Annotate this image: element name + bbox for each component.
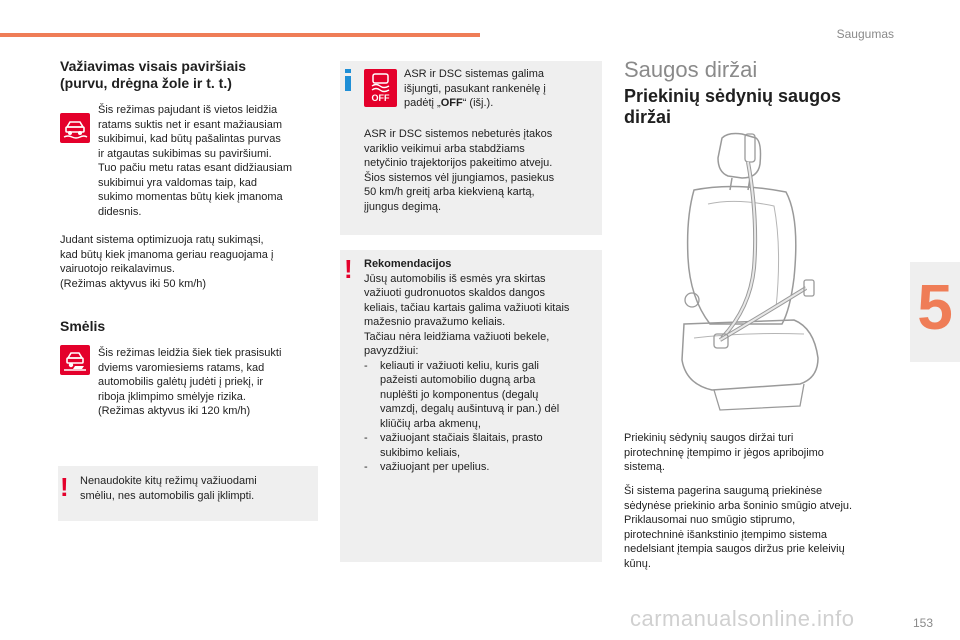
heading-sand: Smėlis — [60, 318, 106, 334]
seatbelt-text-2: Ši sistema pagerina saugumą priekinėse sėdynėse priekinio arba šoninio smūgio atveju. Priklausomai nuo smūgio stiprumo, pirotechninė išankstinio įtempimo sistema nedelsiant įtempia saugos diržus prie keleivių kūnų. — [624, 485, 853, 570]
page-title: Saugos diržai — [624, 57, 758, 82]
heading-offroad: Važiavimas visais paviršiais (purvu, drėgna žole ir t. t.) — [60, 58, 247, 91]
recommendation-box — [340, 250, 602, 562]
warning-icon: ! — [60, 472, 69, 502]
chapter-tab — [910, 262, 960, 362]
list-item: - važiuojant per upelius. — [364, 460, 600, 475]
asr-text-bold: OFF — [440, 97, 463, 109]
asr-text-2: ASR ir DSC sistemos nebeturės įtakos variklio veikimui arba stabdžiams netyčinio trajektorijos pakeitimo atveju. Šios sistemos vėl įjungiamos, pasiekus 50 km/h greitį arba kiekvieną kartą, įjungus degimą. — [364, 128, 555, 213]
esp-off-label: OFF — [371, 93, 390, 103]
offroad-text: Šis režimas pajudant iš vietos leidžia ratams suktis net ir esant mažiausiam sukibimui, kad būtų pašalintas purvas ir atgautas sukibimas su paviršiumi. Tuo pačiu metu ratas esant didžiausiam sukibimui yra valdomas taip, kad sukimo momentas būtų kiek įmanoma didesnis. — [98, 104, 293, 218]
header-accent-bar — [0, 33, 480, 37]
list-item: - važiuojant stačiais šlaitais, prasto sukibimo keliais, — [364, 431, 600, 460]
rec-title: Rekomendacijos — [364, 258, 452, 270]
car-slip-mud-icon — [60, 113, 90, 143]
asr-text — [404, 67, 596, 111]
sand-text: Šis režimas leidžia šiek tiek prasisukti dviems varomiesiems ratams, kad automobilis galėtų judėti į priekį, ir riboja įklimpimo smėlyje rizika. (Režimas aktyvus iki 120 km/h) — [98, 347, 282, 417]
page-number: 153 — [912, 616, 933, 630]
seatbelt-text-1: Priekinių sėdynių saugos diržai turi pirotechninę įtempimo ir jėgos apribojimo sistemą. — [624, 432, 824, 473]
car-sand-icon — [60, 345, 90, 375]
subtitle: Priekinių sėdynių saugos diržai — [624, 86, 842, 127]
asr-text-before: ASR ir DSC sistemas galima išjungti, pasukant rankenėlę į padėtį „ — [404, 68, 546, 109]
offroad-text-2: Judant sistema optimizuoja ratų sukimąsi, kad būtų kiek įmanoma geriau reaguojama į vairuotojo reikalavimus. (Režimas aktyvus iki 50 km/h) — [60, 234, 274, 290]
esp-off-icon — [364, 69, 397, 107]
rec-list — [364, 359, 600, 475]
warning-box — [58, 466, 318, 521]
recommendation-content — [364, 257, 600, 475]
watermark: carmanualsonline.info — [630, 606, 855, 631]
front-seat-belt-illustration — [624, 128, 884, 418]
section-label: Saugumas — [836, 27, 894, 41]
warning-icon-2: ! — [344, 254, 353, 284]
list-item: - keliauti ir važiuoti keliu, kuris gali pažeisti automobilio dugną arba nuplėšti jo komponentus (degalų vamzdį, degalų aušintuvą ir pan.) dėl kliūčių arba akmenų, — [364, 359, 600, 432]
rec-text: Jūsų automobilis iš esmės yra skirtas važiuoti gudronuotos skaldos dangos keliais, tačiau kartais galima važiuoti kitais mažesnio pravažumo keliais. Tačiau nėra leidžiama važiuoti bekele, pavyzdžiui: — [364, 272, 570, 357]
warning-text: Nenaudokite kitų režimų važiuodami smėliu, nes automobilis gali įklimpti. — [80, 475, 257, 502]
info-icon — [344, 69, 352, 91]
asr-text-after: “ (išj.). — [462, 97, 494, 109]
info-box-asr — [340, 61, 602, 235]
chapter-number: 5 — [917, 271, 953, 343]
